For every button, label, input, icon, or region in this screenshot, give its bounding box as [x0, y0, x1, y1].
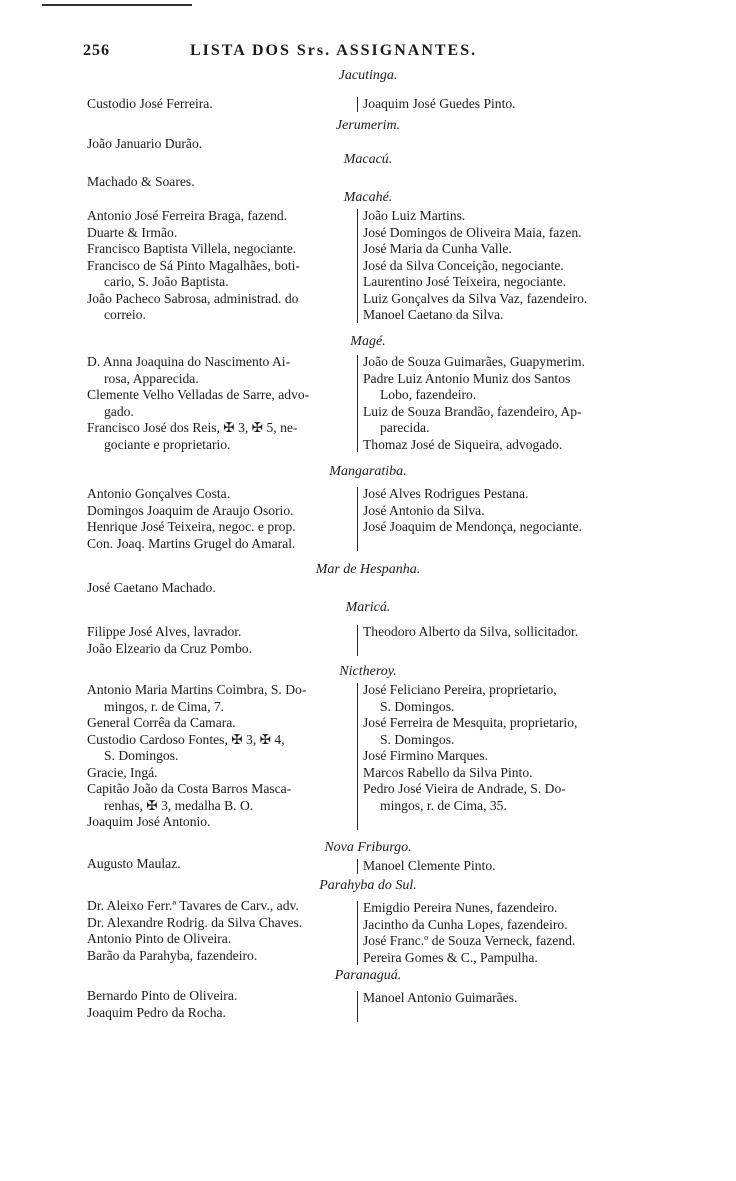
- left-entry: Francisco José dos Reis, ✠ 3, ✠ 5, ne-: [87, 420, 298, 435]
- right-entry: José Domingos de Oliveira Maia, fazen.: [363, 224, 582, 240]
- right-entry: José Franc.º de Souza Verneck, fazend.: [363, 933, 576, 948]
- left-entry: Barão da Parahyba, fazendeiro.: [87, 947, 258, 963]
- left-entry: Augusto Maulaz.: [87, 856, 181, 871]
- column-divider: [357, 991, 358, 1022]
- left-entry: Antonio Pinto de Oliveira.: [87, 931, 232, 946]
- left-entry: Gracie, Ingá.: [87, 764, 158, 780]
- left-entry: S. Domingos.: [104, 748, 179, 763]
- column-divider: [357, 209, 358, 323]
- left-entry: correio.: [104, 307, 146, 322]
- left-entry: Machado & Soares.: [87, 174, 195, 189]
- left-entry: Bernardo Pinto de Oliveira.: [87, 988, 238, 1003]
- right-entry: parecida.: [380, 420, 430, 435]
- right-entry: João de Souza Guimarães, Guapymerim.: [363, 354, 585, 369]
- left-entry: Antonio Gonçalves Costa.: [87, 486, 231, 501]
- column-divider: [357, 97, 358, 112]
- left-entry: Dr. Alexandre Rodrig. da Silva Chaves.: [87, 914, 303, 930]
- right-entry: José Feliciano Pereira, proprietario,: [363, 682, 557, 697]
- left-entry: Duarte & Irmão.: [87, 224, 178, 240]
- section-heading-maric: Maricá.: [345, 600, 391, 615]
- left-entry: Antonio Maria Martins Coimbra, S. Do-: [87, 682, 307, 697]
- right-entry: José Maria da Cunha Valle.: [363, 241, 512, 256]
- section-heading-mag: Magé.: [350, 334, 386, 349]
- left-entry: Francisco Baptista Villela, negociante.: [87, 241, 297, 256]
- right-entry: Joaquim José Guedes Pinto.: [363, 96, 516, 111]
- left-entry: Capitão João da Costa Barros Masca-: [87, 781, 292, 796]
- left-entry: Francisco de Sá Pinto Magalhães, boti-: [87, 257, 300, 273]
- left-entry: Dr. Aleixo Ferr.ª Tavares de Carv., adv.: [87, 898, 299, 913]
- column-divider: [357, 355, 358, 452]
- section-heading-nictheroy: Nictheroy.: [339, 664, 397, 679]
- right-entry: Manoel Clemente Pinto.: [363, 858, 496, 873]
- right-entry: Theodoro Alberto da Silva, sollicitador.: [363, 624, 579, 639]
- left-entry: rosa, Apparecida.: [104, 370, 199, 386]
- right-entry: Lobo, fazendeiro.: [380, 387, 477, 402]
- right-entry: Padre Luiz Antonio Muniz dos Santos: [363, 370, 571, 386]
- right-entry: Jacintho da Cunha Lopes, fazendeiro.: [363, 916, 568, 932]
- right-entry: Pereira Gomes & C., Pampulha.: [363, 949, 538, 965]
- left-entry: Filippe José Alves, lavrador.: [87, 624, 242, 639]
- right-entry: José Ferreira de Mesquita, proprietario,: [363, 715, 578, 730]
- column-divider: [357, 487, 358, 551]
- section-heading-mangaratiba: Mangaratiba.: [329, 464, 407, 479]
- right-entry: José Firmino Marques.: [363, 748, 488, 763]
- right-entry: Manoel Caetano da Silva.: [363, 307, 504, 322]
- right-entry: Laurentino José Teixeira, negociante.: [363, 274, 567, 289]
- left-entry: José Caetano Machado.: [87, 580, 216, 595]
- left-entry: Clemente Velho Velladas de Sarre, advo-: [87, 387, 310, 402]
- page-number: 256: [83, 42, 110, 59]
- section-heading-paranagu: Paranaguá.: [334, 968, 402, 983]
- left-entry: General Corrêa da Camara.: [87, 715, 236, 730]
- right-entry: João Luiz Martins.: [363, 208, 466, 223]
- column-divider: [357, 625, 358, 656]
- right-entry: Emigdio Pereira Nunes, fazendeiro.: [363, 900, 558, 915]
- left-entry: João Elzeario da Cruz Pombo.: [87, 640, 252, 656]
- left-entry: Joaquim José Antonio.: [87, 814, 211, 829]
- right-entry: Thomaz José de Siqueira, advogado.: [363, 436, 563, 452]
- right-entry: S. Domingos.: [380, 698, 455, 714]
- left-entry: gociante e proprietario.: [104, 436, 231, 452]
- left-entry: gado.: [104, 403, 134, 419]
- column-divider: [357, 901, 358, 965]
- left-entry: Antonio José Ferreira Braga, fazend.: [87, 208, 288, 223]
- section-heading-mar-de-hespanha: Mar de Hespanha.: [315, 562, 421, 577]
- left-entry: cario, S. João Baptista.: [104, 274, 229, 289]
- right-entry: Marcos Rabello da Silva Pinto.: [363, 764, 533, 780]
- section-heading-jerumerim: Jerumerim.: [335, 118, 401, 133]
- right-entry: José Antonio da Silva.: [363, 502, 485, 518]
- left-entry: Con. Joaq. Martins Grugel do Amaral.: [87, 535, 296, 551]
- section-heading-macac: Macacú.: [343, 152, 393, 167]
- left-entry: João Pacheco Sabrosa, administrad. do: [87, 290, 299, 306]
- left-entry: João Januario Durão.: [87, 136, 203, 151]
- left-entry: Domingos Joaquim de Araujo Osorio.: [87, 502, 294, 518]
- right-entry: José da Silva Conceição, negociante.: [363, 257, 564, 273]
- right-entry: José Joaquim de Mendonça, negociante.: [363, 519, 582, 534]
- left-entry: mingos, r. de Cima, 7.: [104, 698, 225, 714]
- left-entry: Joaquim Pedro da Rocha.: [87, 1004, 226, 1020]
- left-entry: Custodio Cardoso Fontes, ✠ 3, ✠ 4,: [87, 731, 285, 747]
- left-entry: Custodio José Ferreira.: [87, 96, 213, 111]
- column-divider: [357, 859, 358, 874]
- section-heading-parahyba-do-sul: Parahyba do Sul.: [319, 878, 417, 893]
- page-header: [83, 42, 643, 64]
- right-entry: José Alves Rodrigues Pestana.: [363, 486, 529, 501]
- left-entry: Henrique José Teixeira, negoc. e prop.: [87, 519, 296, 534]
- right-entry: S. Domingos.: [380, 731, 455, 747]
- right-entry: mingos, r. de Cima, 35.: [380, 797, 507, 813]
- right-entry: Pedro José Vieira de Andrade, S. Do-: [363, 781, 566, 796]
- right-entry: Manoel Antonio Guimarães.: [363, 990, 518, 1005]
- section-heading-nova-friburgo: Nova Friburgo.: [324, 840, 412, 855]
- left-entry: renhas, ✠ 3, medalha B. O.: [104, 797, 254, 813]
- right-entry: Luiz Gonçalves da Silva Vaz, fazendeiro.: [363, 290, 588, 306]
- top-rule: [42, 4, 192, 6]
- column-divider: [357, 683, 358, 830]
- left-entry: D. Anna Joaquina do Nascimento Ai-: [87, 354, 291, 369]
- right-entry: Luiz de Souza Brandão, fazendeiro, Ap-: [363, 403, 582, 419]
- page-title: LISTA DOS Srs. ASSIGNANTES.: [190, 42, 478, 59]
- section-heading-macah: Macahé.: [343, 190, 393, 205]
- section-heading-jacutinga: Jacutinga.: [338, 68, 398, 83]
